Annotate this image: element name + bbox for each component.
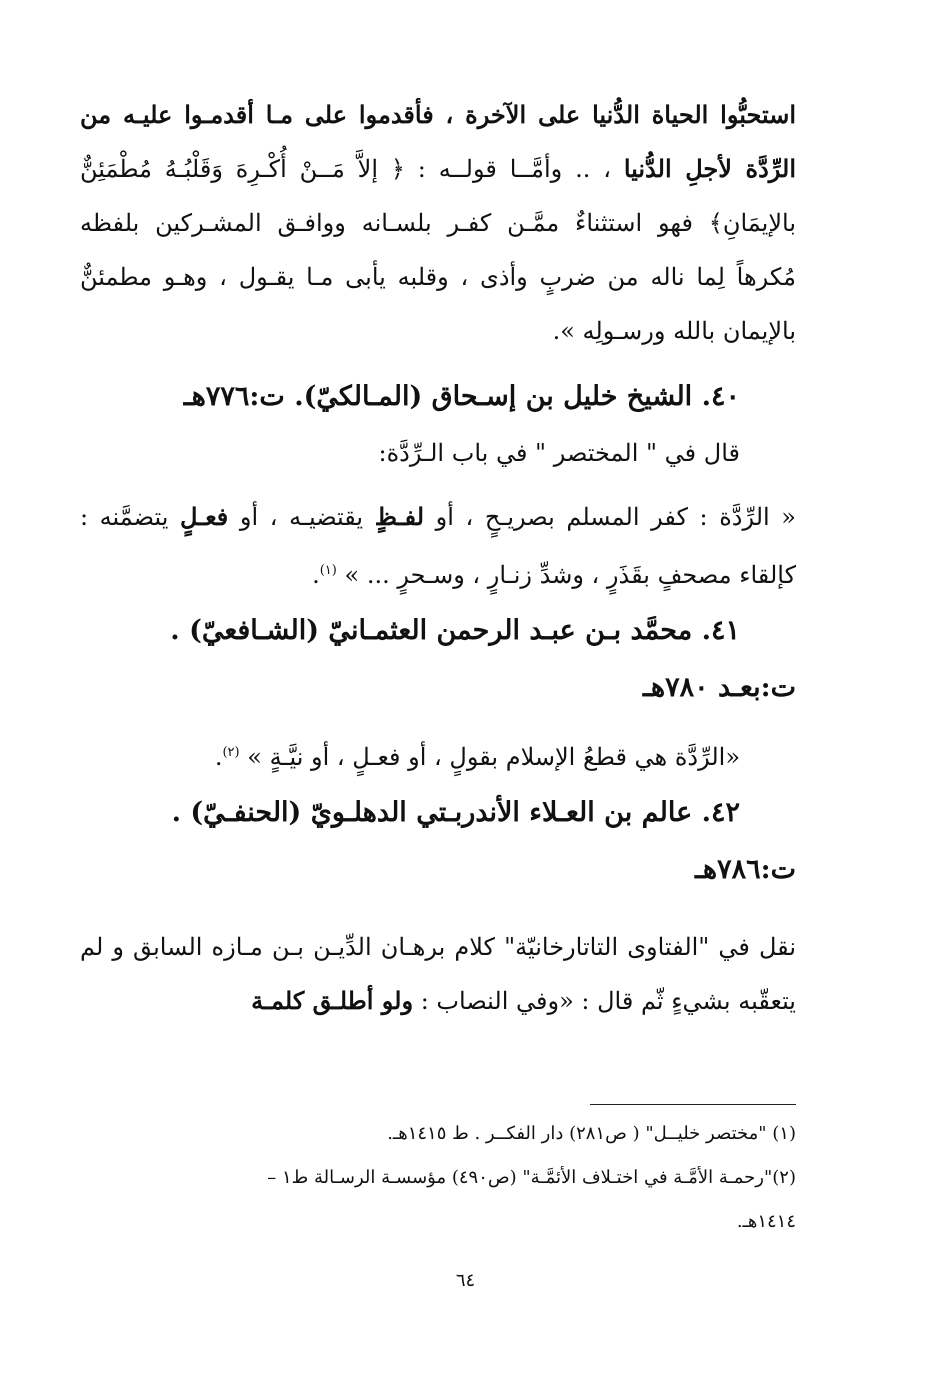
footnote-ref-2: (٢) — [222, 745, 240, 760]
paragraph-1-bold: استحبُّوا الحياة الدُّنيا على الآخرة ، فأقدموا على مـا أقدمـوا عليـه من الرِّدَّة لأجلِ الدُّنيا — [80, 100, 796, 183]
page-body — [80, 88, 796, 1028]
heading-41: ٤١. محمَّد بـن عبـد الرحمن العثمـانيّ (الشـافعيّ) . — [170, 615, 740, 646]
paragraph-3: « الرِّدَّة : كفر المسلم بصريـحٍ ، أو لفـظٍ يقتضيـه ، أو فعـلٍ يتضمَّنه : كإلقاء مصحفٍ بقَذَرٍ ، وشدِّ زنـارٍ ، وسـحرٍ ... » $^{(١)}$. — [80, 502, 796, 589]
paragraph-3-part-d: يتضمَّنه : كإلقاء مصحفٍ بقَذَرٍ ، وشدِّ زنـارٍ ، وسـحرٍ ... » — [80, 503, 796, 589]
paragraph-3-part-a: « الرِّدَّة : كفر المسلم بصريـحٍ ، أو — [435, 503, 796, 531]
page-number: ٦٤ — [455, 1270, 476, 1291]
footnote-divider — [590, 1104, 796, 1105]
heading-42-date: ت:٧٨٦هـ — [694, 854, 796, 885]
heading-41-date: ت:بعـد ٧٨٠هـ — [642, 672, 796, 703]
paragraph-3-bold-lafz: لفـظٍ — [374, 502, 424, 531]
heading-42: ٤٢. عالم بن العـلاء الأندربـتي الدهلـويّ (الحنفـيّ) . — [171, 797, 740, 828]
footnote-1: (١) "مختصر خليــل" ( ص٢٨١) دار الفكــر . ط ١٤١٥هـ. — [387, 1123, 796, 1144]
paragraph-1 — [80, 88, 796, 358]
footnote-2: (٢)"رحمـة الأمَّـة في اختـلاف الأئمَّـة" (ص٤٩٠) مؤسسـة الرسـالة ط١ – — [267, 1167, 796, 1188]
footnotes — [80, 1112, 796, 1244]
heading-40: ٤٠. الشيخ خليل بن إسـحاق (المـالكيّ). ت:٧٧٦هـ — [183, 381, 740, 412]
paragraph-2: قال في " المختصر " في باب الـرِّدَّة: — [378, 439, 740, 467]
paragraph-1-rest: ، .. وأمَّــا قولــه : ﴿ إلاَّ مَــنْ أُكْـرِهَ وَقَلْبُـهُ مُطْمَئِنٌّ بالإيمَانِ﴾ فهو استثناءٌ ممَّـن كفـر بلسـانه ووافـق المشـركين بلفظه مُكرهاً لِما ناله من ضربٍ وأذى ، وقلبه يأبى مـا يقـول ، وهـو مطمئنٌّ بالإيمان بالله ورسـولِه ». — [80, 155, 797, 345]
paragraph-3-part-c: يقتضيـه ، أو — [239, 503, 364, 531]
footnote-2-cont: ١٤١٤هـ. — [736, 1211, 796, 1232]
paragraph-5 — [80, 920, 796, 1028]
paragraph-5-bold: ولو أطلـق كلمـة — [251, 986, 414, 1015]
paragraph-5-text: نقل في "الفتاوى التاتارخانيّة" كلام برهـان الدِّيـن بـن مـازه السابق و لم يتعقّبه بشيءٍ ثّم قال : «وفي النصاب : — [80, 933, 796, 1015]
footnote-ref-1: (١) — [319, 563, 337, 578]
paragraph-4: «الرِّدَّة هي قطعُ الإسلام بقولٍ ، أو فعـلٍ ، أو نيَّـةٍ » $^{(٢)}$. — [214, 743, 740, 771]
paragraph-3-bold-fil: فعـلٍ — [180, 502, 229, 531]
paragraph-4-text: «الرِّدَّة هي قطعُ الإسلام بقولٍ ، أو فعـلٍ ، أو نيَّـةٍ » — [247, 743, 740, 771]
